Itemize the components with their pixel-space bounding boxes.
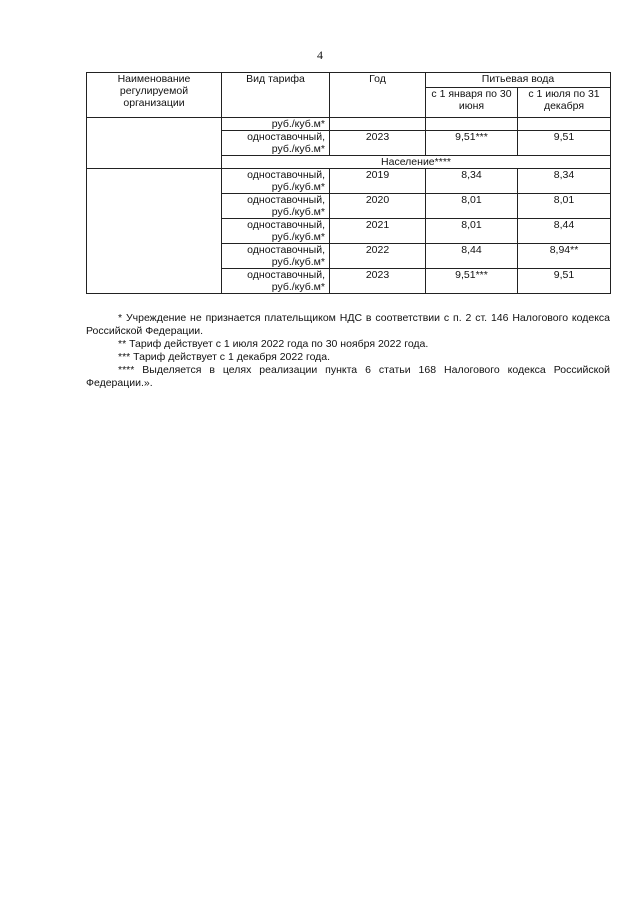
group-label-population: Население**** <box>222 156 611 169</box>
footnote-tariff-december: *** Тариф действует с 1 декабря 2022 года. <box>118 351 331 363</box>
year-cell: 2019 <box>330 169 426 194</box>
header-period-second-half: с 1 июля по 31 декабря <box>518 88 611 118</box>
page-number: 4 <box>317 48 323 62</box>
footnote-population: **** Выделяется в целях реализации пункта 6 статьи 168 Налогового кодекса Российской Федерации.». <box>86 364 610 389</box>
year-cell: 2023 <box>330 131 426 156</box>
footnote-vat: * Учреждение не признается плательщиком НДС в соответствии с п. 2 ст. 146 Налогового кодекса Российской Федерации. <box>86 312 610 337</box>
header-drinking-water: Питьевая вода <box>426 73 611 88</box>
year-cell: 2020 <box>330 194 426 219</box>
value-cell: 9,51*** <box>426 269 518 294</box>
year-cell: 2022 <box>330 244 426 269</box>
header-tariff-type: Вид тарифа <box>222 73 330 118</box>
organization-cell <box>87 118 222 169</box>
tariff-type-cell: одноставочный, руб./куб.м* <box>222 194 330 219</box>
tariff-table <box>86 72 611 294</box>
value-cell: 8,01 <box>518 194 611 219</box>
tariff-type-cell: руб./куб.м* <box>222 118 330 131</box>
value-cell: 8,44 <box>426 244 518 269</box>
value-cell: 9,51*** <box>426 131 518 156</box>
organization-cell <box>87 169 222 294</box>
value-cell: 8,34 <box>426 169 518 194</box>
value-cell: 8,94** <box>518 244 611 269</box>
tariff-type-cell: одноставочный, руб./куб.м* <box>222 131 330 156</box>
value-cell: 9,51 <box>518 269 611 294</box>
tariff-type-cell: одноставочный, руб./куб.м* <box>222 269 330 294</box>
value-cell: 8,34 <box>518 169 611 194</box>
tariff-type-cell: одноставочный, руб./куб.м* <box>222 169 330 194</box>
value-cell: 9,51 <box>518 131 611 156</box>
footnote-tariff-july: ** Тариф действует с 1 июля 2022 года по 30 ноября 2022 года. <box>118 338 429 350</box>
header-year: Год <box>330 73 426 118</box>
value-cell <box>426 118 518 131</box>
value-cell <box>518 118 611 131</box>
tariff-type-cell: одноставочный, руб./куб.м* <box>222 244 330 269</box>
header-organization: Наименование регулируемой организации <box>87 73 222 118</box>
tariff-type-cell: одноставочный, руб./куб.м* <box>222 219 330 244</box>
table-row <box>87 169 611 194</box>
value-cell: 8,44 <box>518 219 611 244</box>
table-row <box>87 118 611 131</box>
value-cell: 8,01 <box>426 219 518 244</box>
year-cell: 2021 <box>330 219 426 244</box>
header-row <box>87 73 611 88</box>
footnotes <box>86 312 610 390</box>
year-cell: 2023 <box>330 269 426 294</box>
header-period-first-half: с 1 января по 30 июня <box>426 88 518 118</box>
value-cell: 8,01 <box>426 194 518 219</box>
year-cell <box>330 118 426 131</box>
